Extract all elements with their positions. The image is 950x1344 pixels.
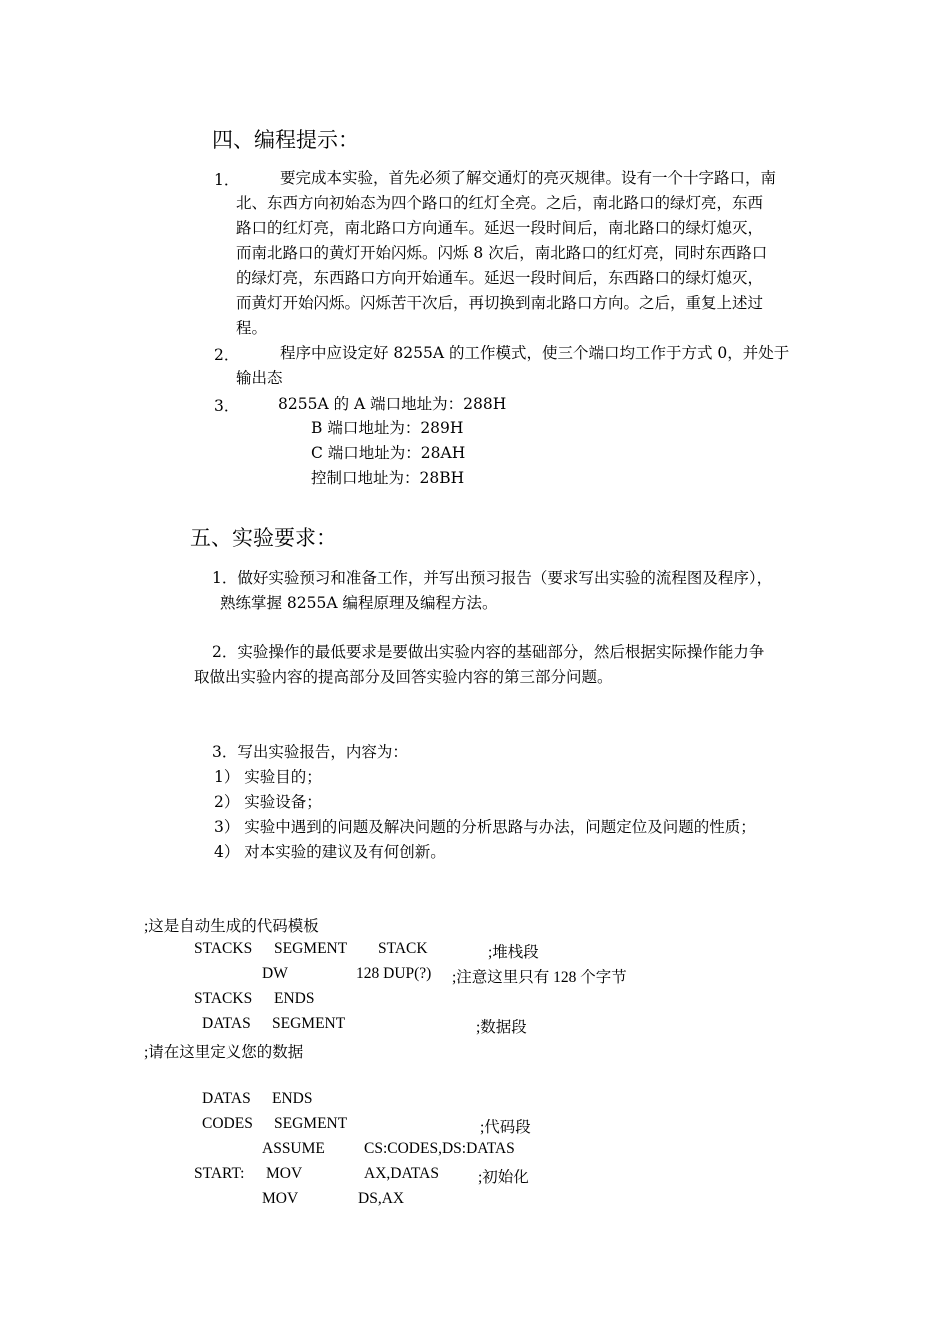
requirement-1-line: 1．做好实验预习和准备工作，并写出预习报告（要求写出实验的流程图及程序）， [212, 569, 773, 587]
code-token: START: [194, 1165, 245, 1182]
requirement-2-line: 取做出实验内容的提高部分及回答实验内容的第三部分问题。 [194, 668, 613, 686]
item1-line: 北、东西方向初始态为四个路口的红灯全亮。之后，南北路口的绿灯亮，东西 [236, 194, 764, 212]
requirement-2-line: 2．实验操作的最低要求是要做出实验内容的基础部分，然后根据实际操作能力争 [212, 643, 765, 661]
item2-number: 2． [214, 346, 240, 364]
code-comment: ;初始化 [478, 1169, 529, 1186]
code-token: STACK [378, 940, 428, 957]
code-token: SEGMENT [272, 1015, 346, 1032]
code-token: DATAS [202, 1090, 251, 1107]
code-token: DS,AX [358, 1190, 405, 1207]
code-token: STACKS [194, 940, 253, 957]
item1-line: 的绿灯亮，东西路口方向开始通车。延迟一段时间后，东西路口的绿灯熄灭， [236, 269, 764, 287]
code-token: ENDS [272, 1090, 313, 1107]
code-token: ENDS [274, 990, 315, 1007]
code-comment: ;堆栈段 [488, 944, 539, 961]
code-token: SEGMENT [274, 940, 348, 957]
code-token: CODES [202, 1115, 253, 1132]
item1-line: 程。 [236, 319, 268, 337]
port-address-c: C 端口地址为：28AH [311, 444, 466, 462]
requirement-3-title: 3．写出实验报告，内容为： [212, 743, 408, 761]
port-address-control: 控制口地址为：28BH [311, 469, 465, 487]
code-token: CS:CODES,DS:DATAS [364, 1140, 515, 1157]
code-token: AX,DATAS [364, 1165, 439, 1182]
item1-line: 而南北路口的黄灯开始闪烁。闪烁 8 次后，南北路口的红灯亮，同时东西路口 [236, 244, 768, 262]
item1-line: 而黄灯开始闪烁。闪烁苦干次后，再切换到南北路口方向。之后，重复上述过 [236, 294, 764, 312]
requirement-1-line: 熟练掌握 8255A 编程原理及编程方法。 [220, 594, 498, 612]
item1-line: 要完成本实验，首先必须了解交通灯的亮灭规律。设有一个十字路口，南 [280, 169, 777, 187]
code-comment: ;这是自动生成的代码模板 [144, 918, 319, 935]
code-token: ASSUME [262, 1140, 325, 1157]
code-token: MOV [262, 1190, 299, 1207]
code-token: DW [262, 965, 288, 982]
code-token: SEGMENT [274, 1115, 348, 1132]
item1-number: 1． [214, 171, 240, 189]
item2-line: 程序中应设定好 8255A 的工作模式，使三个端口均工作于方式 0，并处于 [280, 344, 790, 362]
code-token: STACKS [194, 990, 253, 1007]
report-item: 4） 对本实验的建议及有何创新。 [214, 843, 446, 861]
port-address-a: 8255A 的 A 端口地址为：288H [278, 395, 507, 413]
report-item: 1） 实验目的； [214, 768, 322, 786]
report-item: 3） 实验中遇到的问题及解决问题的分析思路与办法，问题定位及问题的性质； [214, 818, 756, 836]
item1-line: 路口的红灯亮，南北路口方向通车。延迟一段时间后，南北路口的绿灯熄灭， [236, 219, 764, 237]
section4-heading: 四、编程提示： [212, 128, 359, 152]
code-token: 128 DUP(?) [356, 965, 432, 982]
code-comment: ;代码段 [480, 1119, 531, 1136]
code-comment: ;数据段 [476, 1019, 527, 1036]
code-token: MOV [266, 1165, 303, 1182]
code-comment: ;注意这里只有 128 个字节 [452, 969, 627, 986]
item3-number: 3． [214, 397, 240, 415]
port-address-b: B 端口地址为：289H [311, 419, 464, 437]
item2-line: 输出态 [236, 369, 283, 387]
section5-heading: 五、实验要求： [190, 526, 337, 550]
code-comment: ;请在这里定义您的数据 [144, 1044, 304, 1061]
code-token: DATAS [202, 1015, 251, 1032]
report-item: 2） 实验设备； [214, 793, 322, 811]
